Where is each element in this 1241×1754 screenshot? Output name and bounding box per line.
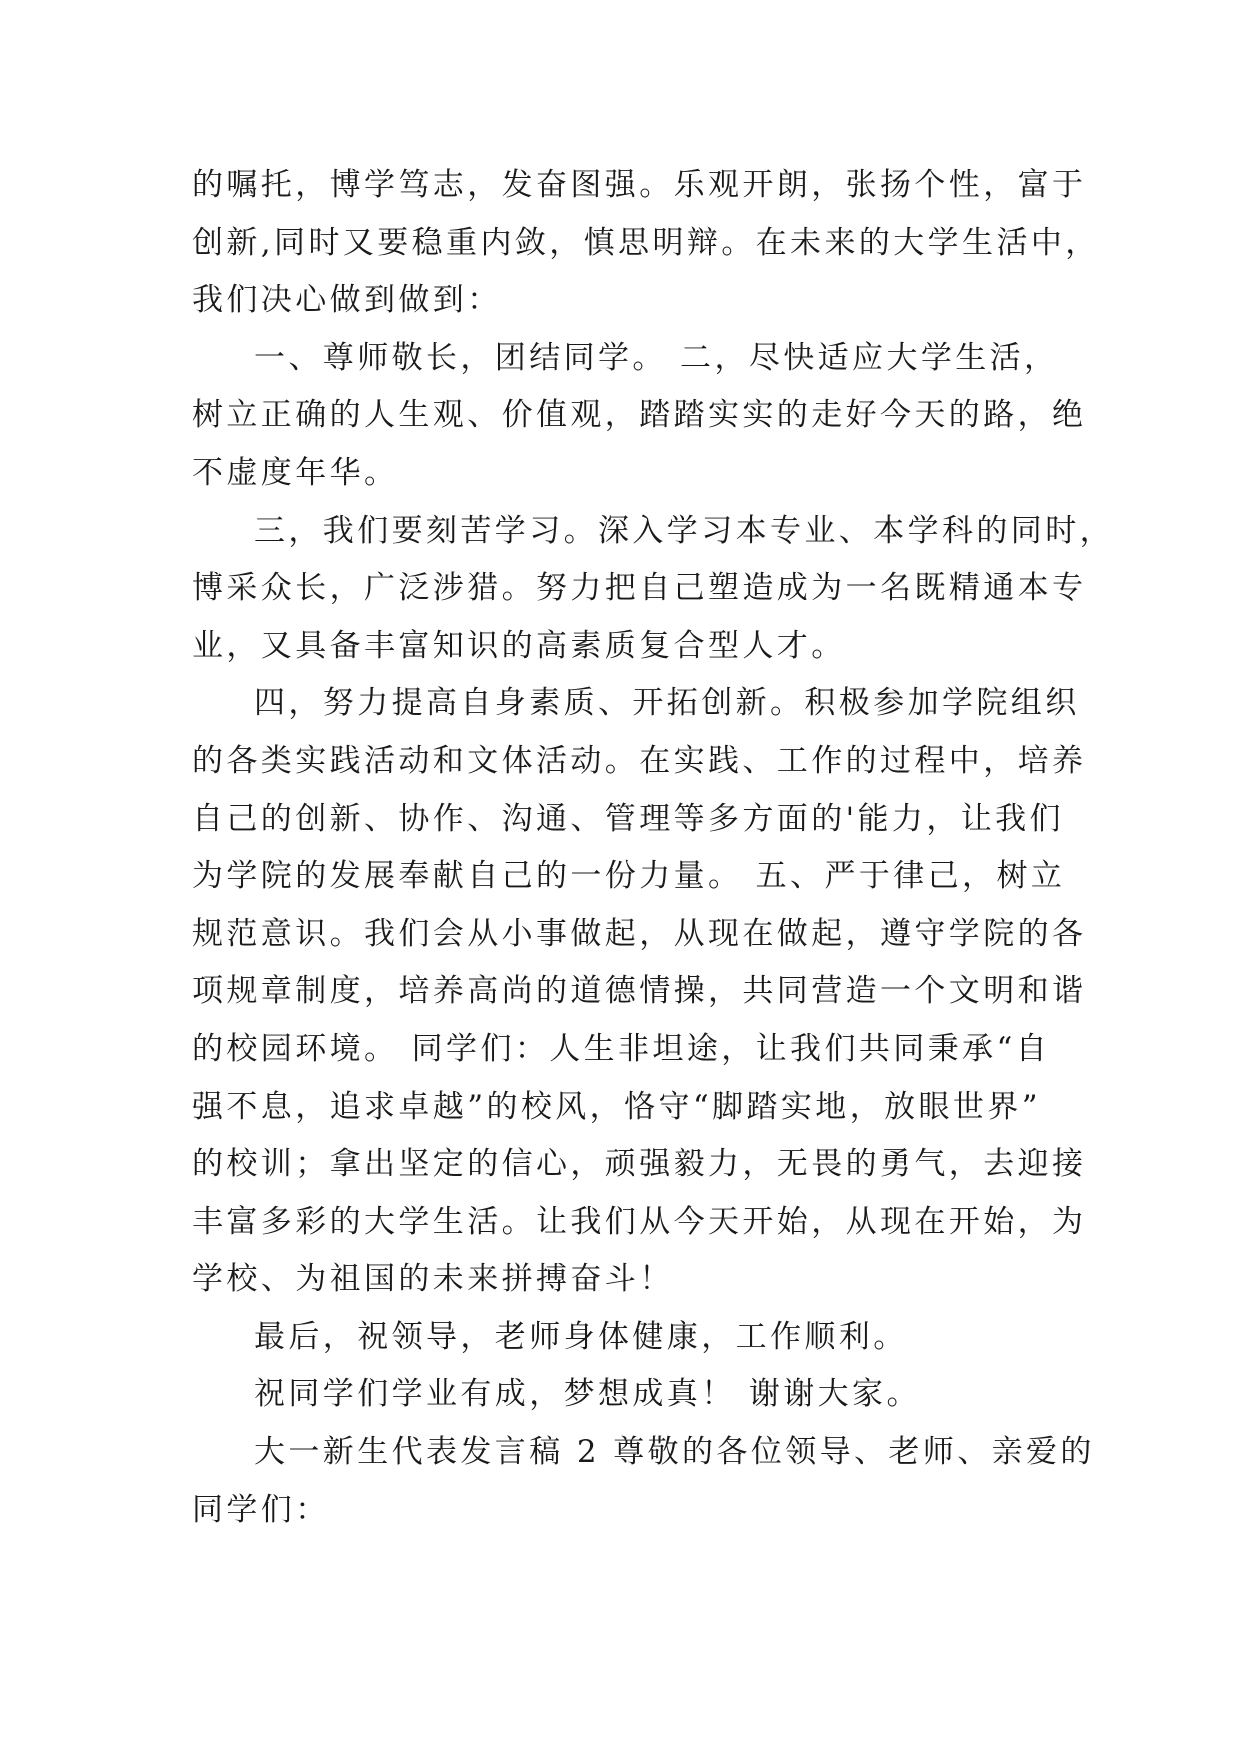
text-line: 不虚度年华。 (192, 454, 399, 491)
text-line: 学校、为祖国的未来拼搏奋斗！ (192, 1261, 674, 1298)
text-line: 同学们： (192, 1491, 330, 1528)
text-line: 业，又具备丰富知识的高素质复合型人才。 (192, 627, 846, 664)
paragraph (192, 1424, 1095, 1539)
text-line: 丰富多彩的大学生活。让我们从今天开始，从现在开始，为 (192, 1203, 1087, 1240)
text-line: 祝同学们学业有成，梦想成真！ 谢谢大家。 (254, 1376, 921, 1413)
text-line: 我们决心做到做到： (192, 282, 502, 319)
text-line: 的校园环境。 同学们：人生非坦途，让我们共同秉承“自 (192, 1030, 1051, 1067)
paragraph (192, 330, 1087, 503)
text-line: 项规章制度，培养高尚的道德情操，共同营造一个文明和谐 (192, 973, 1087, 1010)
text-line: 自己的创新、协作、沟通、管理等多方面的'能力，让我们 (192, 800, 1064, 837)
text-line: 规范意识。我们会从小事做起，从现在做起，遵守学院的各 (192, 915, 1087, 952)
text-line: 四，努力提高自身素质、开拓创新。积极参加学院组织 (254, 685, 1080, 722)
text-line: 最后，祝领导，老师身体健康，工作顺利。 (254, 1318, 908, 1355)
text-line: 一、尊师敬长，团结同学。 二，尽快适应大学生活， (254, 339, 1059, 376)
text-line: 的校训；拿出坚定的信心，顽强毅力，无畏的勇气，去迎接 (192, 1146, 1087, 1183)
text-line: 创新,同时又要稳重内敛，慎思明辩。在未来的大学生活中， (192, 224, 1100, 261)
text-line: 三，我们要刻苦学习。深入学习本专业、本学科的同时， (254, 512, 1114, 549)
paragraph (192, 675, 1087, 1309)
paragraph (192, 157, 1100, 330)
paragraph (192, 1309, 1052, 1367)
paragraph (192, 1366, 1052, 1424)
text-line: 强不息，追求卓越”的校风，恪守“脚踏实地，放眼世界” (192, 1088, 1041, 1125)
document-body (192, 157, 1114, 1539)
text-line: 树立正确的人生观、价值观，踏踏实实的走好今天的路，绝 (192, 397, 1087, 434)
text-line: 大一新生代表发言稿 2 尊敬的各位领导、老师、亲爱的 (254, 1434, 1095, 1471)
paragraph (192, 503, 1114, 676)
text-line: 为学院的发展奉献自己的一份力量。 五、严于律己，树立 (192, 858, 1066, 895)
text-line: 博采众长，广泛涉猎。努力把自己塑造成为一名既精通本专 (192, 570, 1087, 607)
text-line: 的嘱托，博学笃志，发奋图强。乐观开朗，张扬个性，富于 (192, 167, 1087, 203)
text-line: 的各类实践活动和文体活动。在实践、工作的过程中，培养 (192, 742, 1087, 779)
